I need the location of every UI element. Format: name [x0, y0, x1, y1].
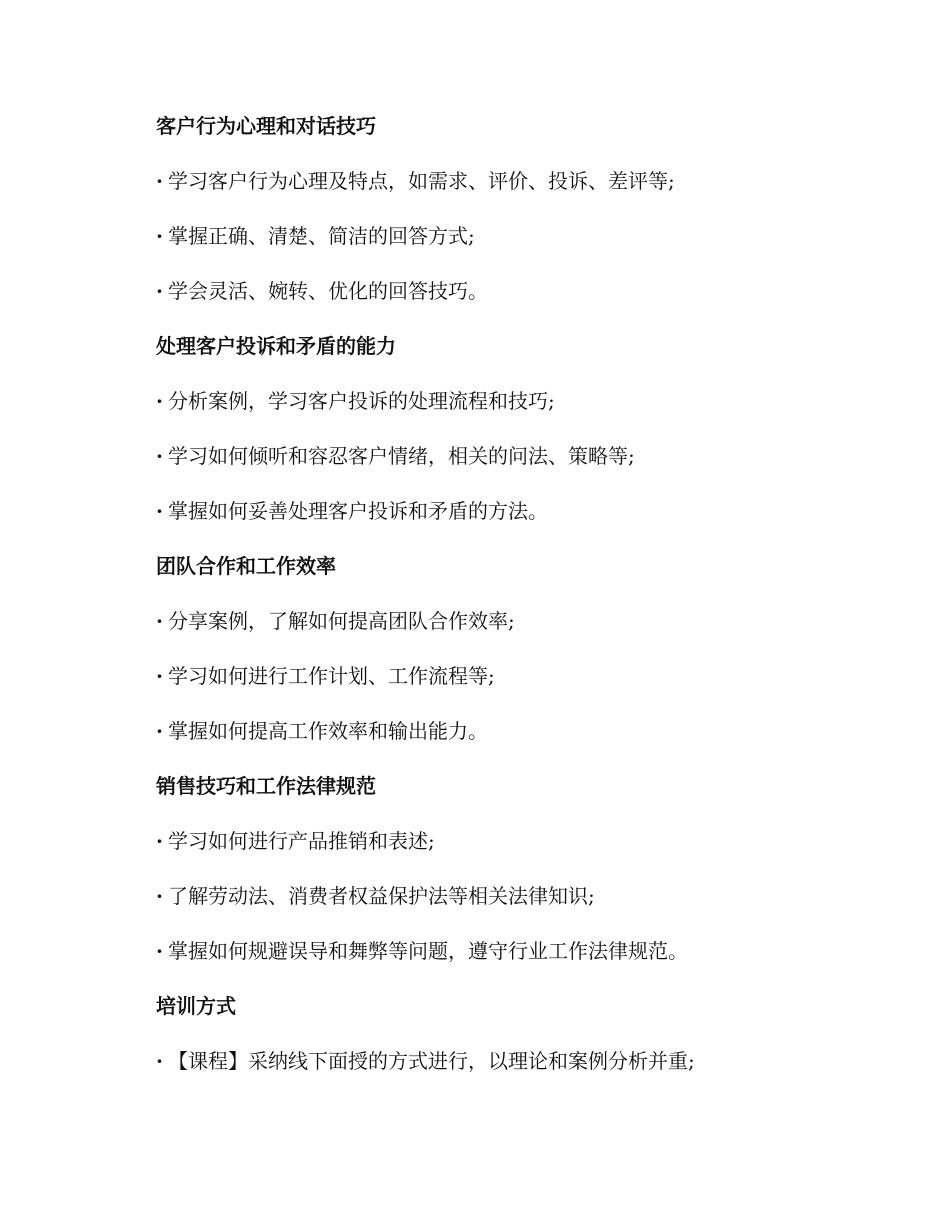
- bullet-icon: ·: [156, 444, 163, 468]
- list-item: [156, 218, 856, 254]
- list-item: [156, 383, 856, 419]
- section-heading: 团队合作和工作效率: [156, 554, 336, 578]
- section-heading: 处理客户投诉和矛盾的能力: [156, 334, 396, 358]
- list-item: [156, 603, 856, 639]
- list-item: [156, 878, 856, 914]
- bullet-icon: ·: [156, 279, 163, 303]
- document-body: [156, 108, 856, 1098]
- section-training-method: [156, 988, 856, 1079]
- list-item: [156, 713, 856, 749]
- list-item-text: 学习如何进行工作计划、工作流程等;: [168, 664, 495, 688]
- section-complaint-handling: [156, 328, 856, 529]
- list-item-text: 学习如何倾听和容忍客户情绪，相关的问法、策略等;: [168, 444, 635, 468]
- section-sales-and-law: [156, 768, 856, 969]
- bullet-icon: ·: [156, 499, 163, 523]
- list-item-text: 掌握如何妥善处理客户投诉和矛盾的方法。: [168, 499, 548, 523]
- bullet-icon: ·: [156, 389, 163, 413]
- section-heading: 客户行为心理和对话技巧: [156, 114, 376, 138]
- list-item-text: 学习如何进行产品推销和表述;: [168, 829, 435, 853]
- list-item-text: 掌握如何规避误导和舞弊等问题，遵守行业工作法律规范。: [168, 939, 688, 963]
- bullet-list: [156, 823, 856, 969]
- list-item-text: 分享案例，了解如何提高团队合作效率;: [168, 609, 515, 633]
- list-item-text: 【课程】采纳线下面授的方式进行，以理论和案例分析并重;: [168, 1049, 695, 1073]
- bullet-icon: ·: [156, 664, 163, 688]
- list-item: [156, 163, 856, 199]
- list-item: [156, 823, 856, 859]
- list-item: [156, 933, 856, 969]
- list-item-text: 学会灵活、婉转、优化的回答技巧。: [168, 279, 488, 303]
- bullet-icon: ·: [156, 939, 163, 963]
- section-heading: 培训方式: [156, 994, 236, 1018]
- section-customer-psychology: [156, 108, 856, 309]
- bullet-list: [156, 383, 856, 529]
- list-item-text: 学习客户行为心理及特点，如需求、评价、投诉、差评等;: [168, 169, 675, 193]
- bullet-icon: ·: [156, 1049, 163, 1073]
- list-item: [156, 493, 856, 529]
- list-item-text: 了解劳动法、消费者权益保护法等相关法律知识;: [168, 884, 595, 908]
- bullet-icon: ·: [156, 884, 163, 908]
- bullet-icon: ·: [156, 169, 163, 193]
- bullet-list: [156, 163, 856, 309]
- list-item-text: 分析案例，学习客户投诉的处理流程和技巧;: [168, 389, 555, 413]
- list-item: [156, 273, 856, 309]
- bullet-list: [156, 603, 856, 749]
- list-item: [156, 438, 856, 474]
- section-teamwork: [156, 548, 856, 749]
- bullet-icon: ·: [156, 609, 163, 633]
- bullet-icon: ·: [156, 224, 163, 248]
- list-item-text: 掌握正确、清楚、简洁的回答方式;: [168, 224, 475, 248]
- list-item-text: 掌握如何提高工作效率和输出能力。: [168, 719, 488, 743]
- bullet-icon: ·: [156, 829, 163, 853]
- list-item: [156, 658, 856, 694]
- bullet-list: [156, 1043, 856, 1079]
- section-heading: 销售技巧和工作法律规范: [156, 774, 376, 798]
- list-item: [156, 1043, 856, 1079]
- bullet-icon: ·: [156, 719, 163, 743]
